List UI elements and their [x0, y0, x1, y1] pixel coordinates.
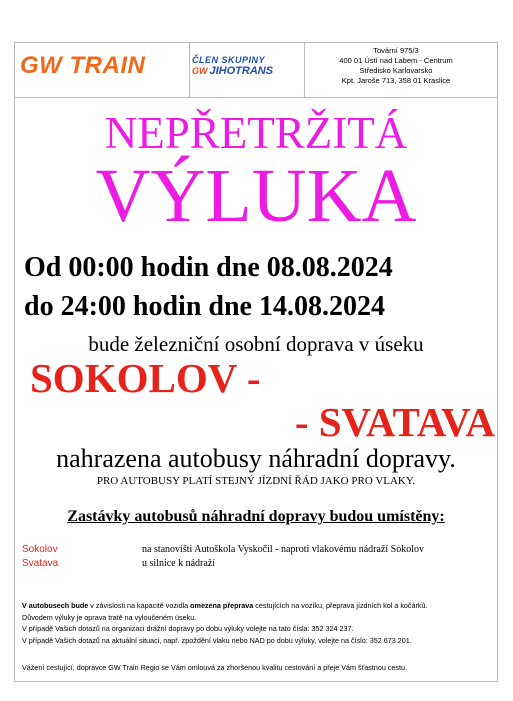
timetable-note: PRO AUTOBUSY PLATÍ STEJNÝ JÍZDNÍ ŘÁD JAKO PRO VLAKY.	[96, 475, 416, 487]
header-divider	[189, 42, 190, 97]
stops-heading: Zastávky autobusů náhradní dopravy budou umístěny:	[67, 508, 445, 525]
member-badge	[192, 55, 273, 77]
jihotrans-label: JIHOTRANS	[209, 65, 274, 77]
stop-place: u silnice k nádraží	[142, 558, 216, 569]
closing-note: Vážení cestující, dopravce GW Train Regio se Vám omlouvá za zhoršenou kvalitu cestování a přeje Vám šťastnou cestu.	[22, 663, 408, 672]
gw-mini-logo: GW	[192, 66, 208, 76]
date-from: Od 00:00 hodin dne 08.08.2024	[24, 252, 393, 283]
date-to: do 24:00 hodin dne 14.08.2024	[24, 291, 385, 322]
bikes-note: V autobusech bude v závislosti na kapacitě vozidla omezena přeprava cestujících na vozíku, přeprava jízdních kol a kočárků.	[22, 601, 428, 610]
title-line1: NEPŘETRŽITÁ	[104, 108, 408, 158]
reason-note: Důvodem výluky je oprava tratě na vyloučeném úseku.	[22, 612, 197, 622]
stop-name: Sokolov	[22, 544, 58, 555]
company-address: Tovární 975/3 400 01 Ústí nad Labem - Centrum Středisko Karlovarsko Kpt. Jaroše 713, 358 01 Kraslice	[339, 46, 453, 85]
contact-organization: V případě Vašich dotazů na organizaci drážní dopravy po dobu výluky volejte na tato čísla: 352 324 237.	[22, 624, 354, 633]
section-to: - SVATAVA	[294, 399, 495, 445]
header-divider	[304, 42, 305, 97]
member-label: ČLEN SKUPINY	[192, 55, 266, 65]
info-block	[22, 600, 492, 646]
contact-current: V případě Vašich dotazů na aktuální situaci, např. zpoždění vlaku nebo NAD po dobu výluky, volejte na číslo: 352 673 201.	[22, 635, 412, 645]
stop-row	[22, 558, 215, 569]
stop-row	[22, 544, 424, 555]
stop-name: Svatava	[22, 558, 59, 569]
section-from: SOKOLOV -	[30, 355, 261, 401]
title-line2: VÝLUKA	[95, 154, 417, 238]
gw-train-logo: GW TRAIN	[20, 52, 146, 79]
replacement-text: nahrazena autobusy náhradní dopravy.	[56, 444, 456, 473]
stop-place: na stanovišti Autoškola Vyskočil - naproti vlakovému nádraží Sokolov	[142, 544, 425, 555]
description: bude železniční osobní doprava v úseku	[88, 332, 424, 356]
